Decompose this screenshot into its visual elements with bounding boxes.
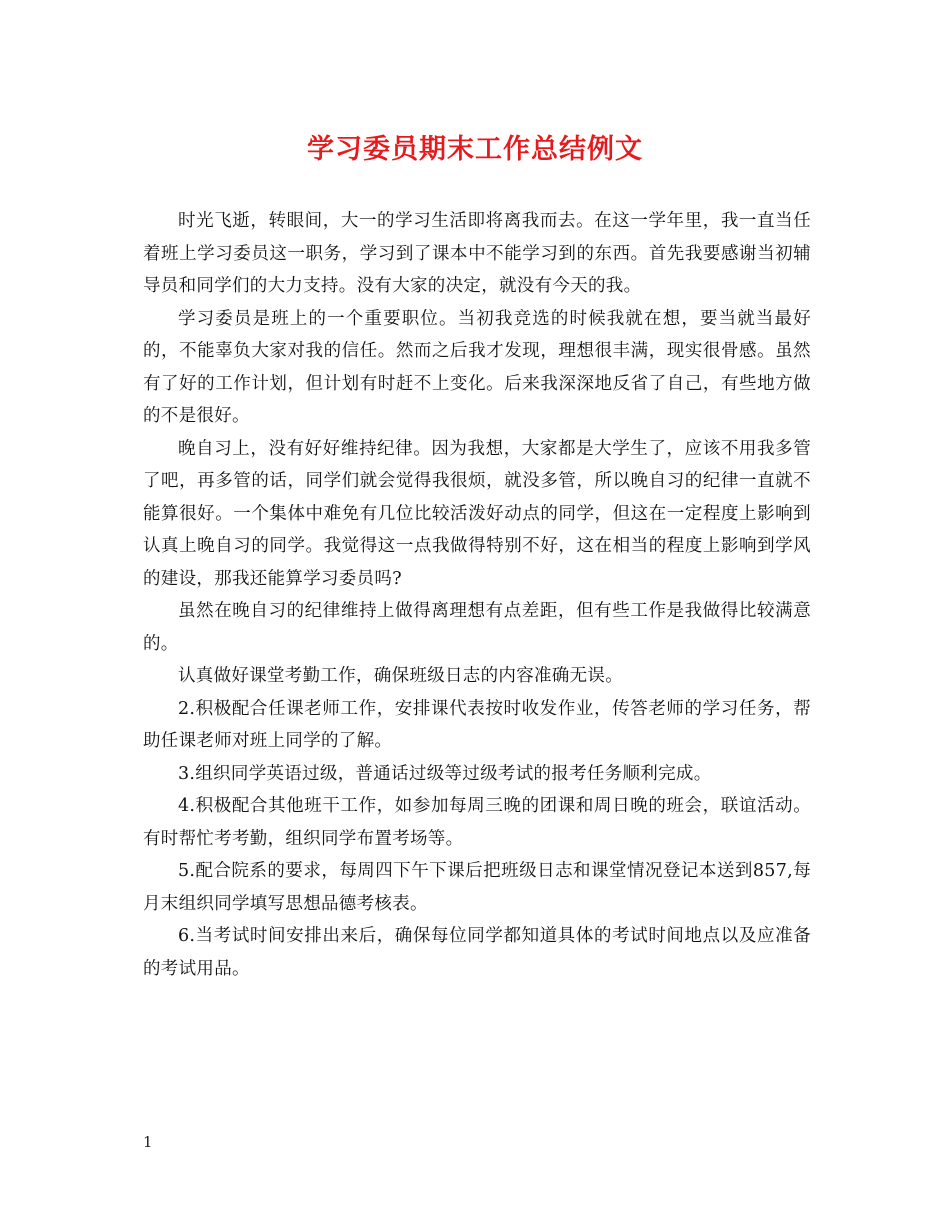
paragraph-item-4: 4.积极配合其他班干工作，如参加每周三晚的团课和周日晚的班会，联谊活动。有时帮忙考考勤，组织同学布置考场等。: [143, 796, 811, 849]
page-number: 1: [143, 1133, 153, 1151]
paragraph-item-5: 5.配合院系的要求，每周四下午下课后把班级日志和课堂情况登记本送到857,每月末组织同学填写思想品德考核表。: [143, 861, 811, 914]
paragraph-role: 学习委员是班上的一个重要职位。当初我竞选的时候我就在想，要当就当最好的，不能辜负大家对我的信任。然而之后我才发现，理想很丰满，现实很骨感。虽然有了好的工作计划，但计划有时赶不上变化。后来我深深地反省了自己，有些地方做的不是很好。: [143, 308, 811, 426]
paragraph-self-study: 晚自习上，没有好好维持纪律。因为我想，大家都是大学生了，应该不用我多管了吧，再多管的话，同学们就会觉得我很烦，就没多管，所以晚自习的纪律一直就不能算很好。一个集体中难免有几位比较活泼好动点的同学，但这在一定程度上影响到认真上晚自习的同学。我觉得这一点我做得特别不好，这在相当的程度上影响到学风的建设，那我还能算学习委员吗?: [143, 438, 811, 589]
paragraph-item-1: 认真做好课堂考勤工作，确保班级日志的内容准确无误。: [178, 666, 623, 686]
document-title: 学习委员期末工作总结例文: [307, 134, 643, 165]
paragraph-item-2: 2.积极配合任课老师工作，安排课代表按时收发作业，传答老师的学习任务，帮助任课老师对班上同学的了解。: [143, 698, 811, 751]
paragraph-intro: 时光飞逝，转眼间，大一的学习生活即将离我而去。在这一学年里，我一直当任着班上学习委员这一职务，学习到了课本中不能学习到的东西。首先我要感谢当初辅导员和同学们的大力支持。没有大家的决定，就没有今天的我。: [143, 211, 811, 296]
paragraph-transition: 虽然在晚自习的纪律维持上做得离理想有点差距，但有些工作是我做得比较满意的。: [143, 601, 811, 654]
document-body: [143, 205, 811, 985]
paragraph-item-3: 3.组织同学英语过级，普通话过级等过级考试的报考任务顺利完成。: [178, 763, 712, 784]
paragraph-item-6: 6.当考试时间安排出来后，确保每位同学都知道具体的考试时间地点以及应准备的考试用品。: [143, 926, 811, 979]
